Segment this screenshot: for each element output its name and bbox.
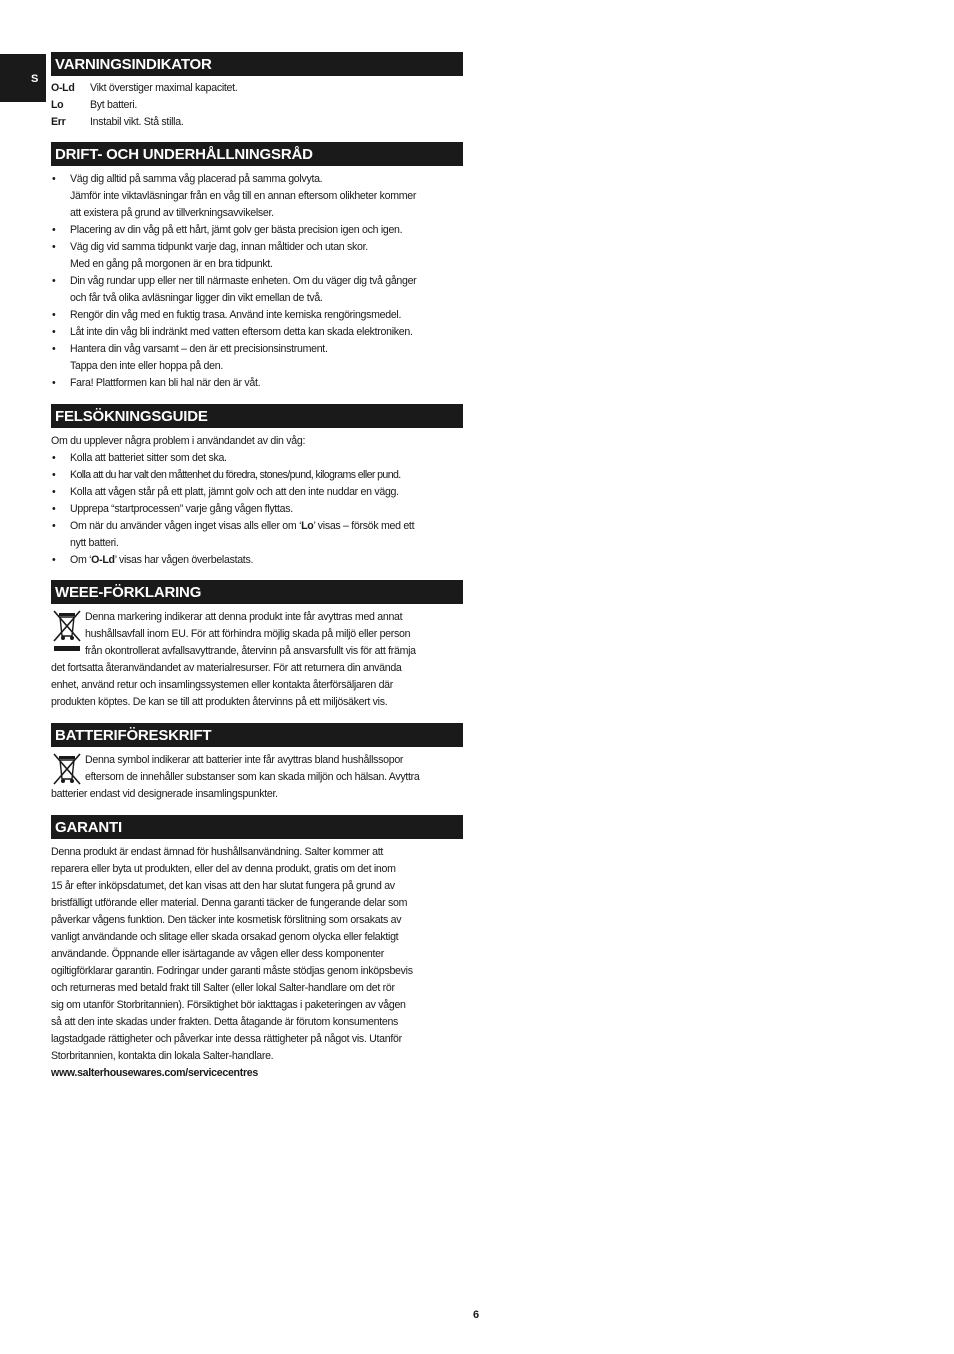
- troubleshooting-intro: Om du upplever några problem i användandet av din våg:: [51, 435, 306, 447]
- list-item: • Placering av din våg på ett hårt, jämt golv ger bästa precision igen och igen.: [51, 222, 463, 239]
- warning-row: [51, 97, 463, 114]
- section-heading-warning: VARNINGSINDIKATOR: [51, 52, 463, 76]
- list-item: • Kolla att batteriet sitter som det ska.: [51, 450, 463, 467]
- language-tab: [0, 54, 46, 102]
- weee-text: Denna markering indikerar att denna produkt inte får avyttras med annat hushållsavfall inom EU. För att förhindra möjlig skada på miljö eller person från okontrollerat avfallsavyttrande, återvinn på ansvarsfullt vis för att främja det fortsatta återanvändandet av materialresurser. För att returnera din använda enhet, använd retur och insamlingssystemen eller kontakta återförsäljaren där produkten köptes. De kan se till att produkten återvinns på ett miljösäkert vis.: [51, 611, 416, 708]
- list-item: • Din våg rundar upp eller ner till närmaste enheten. Om du väger dig två gånger och får två olika avläsningar ligger din vikt emellan de två.: [51, 273, 463, 307]
- section-heading-care: DRIFT- OCH UNDERHÅLLNINGSRÅD: [51, 142, 463, 166]
- list-item: • Väg dig vid samma tidpunkt varje dag, innan måltider och utan skor. Med en gång på morgonen är en bra tidpunkt.: [51, 239, 463, 273]
- warranty-text: Denna produkt är endast ämnad för hushållsanvändning. Salter kommer att reparera eller byta ut produkten, eller del av denna produkt, gratis om det inom 15 år efter inköpsdatumet, det kan visas att den har slutat fungera på grund av bristfälligt utförande eller material. Denna garanti täcker de fungerande delar som påverkar vågens funktion. Den täcker inte kosmetisk förslitning som orsakats av vanligt användande och slitage eller skada orsakad genom olycka eller felaktigt användande. Öppnande eller isärtagande av vågen eller dess komponenter ogiltigförklarar garantin. Fodringar under garanti måste stödjas genom inköpsbevis och returneras med betald frakt till Salter (eller lokal Salter-handlare om det rör sig om utanför Storbritannien). Försiktighet bör iakttagas i paketeringen av vågen så att den inte skadas under frakten. Detta åtagande är förutom konsumentens lagstadgade rättigheter och påverkar inte dessa rättigheter på något vis. Utanför Storbritannien, kontakta din lokala Salter-handlare. www.salterhousewares.com/servicecentres: [51, 844, 463, 1082]
- warning-text: Byt batteri.: [90, 99, 138, 111]
- crossed-out-wheelie-bin-icon: [51, 752, 83, 786]
- list-item: • Kolla att du har valt den måttenhet du föredra, stones/pund, kilograms eller pund.: [51, 467, 463, 484]
- section-heading-warranty: GARANTI: [51, 815, 463, 839]
- list-item: • Hantera din våg varsamt – den är ett precisionsinstrument. Tappa den inte eller hoppa på den.: [51, 341, 463, 375]
- list-item: • Väg dig alltid på samma våg placerad på samma golvyta. Jämför inte viktavläsningar från en våg till en annan eftersom olikheter kommer att existera på grund av tillverkningsavvikelser.: [51, 171, 463, 222]
- list-item: • Fara! Plattformen kan bli hal när den är våt.: [51, 375, 463, 392]
- troubleshooting-list: [51, 450, 463, 569]
- section-heading-battery: BATTERIFÖRESKRIFT: [51, 723, 463, 747]
- warning-row: [51, 114, 463, 131]
- section-heading-weee: WEEE-FÖRKLARING: [51, 580, 463, 604]
- warning-code: O-Ld: [51, 82, 75, 94]
- warning-row: [51, 80, 463, 97]
- list-item: • Om ‘O-Ld’ visas har vågen överbelastats.: [51, 552, 463, 569]
- warning-text: Instabil vikt. Stå stilla.: [90, 116, 184, 128]
- page-number: 6: [473, 1309, 480, 1321]
- service-centres-link[interactable]: www.salterhousewares.com/servicecentres: [51, 1067, 258, 1079]
- list-item: • Kolla att vågen står på ett platt, jämnt golv och att den inte nuddar en vägg.: [51, 484, 463, 501]
- battery-text: Denna symbol indikerar att batterier inte får avyttras bland hushållssopor eftersom de innehåller substanser som kan skada miljön och hälsan. Avyttra batterier endast vid designerade insamlingspunkter.: [51, 754, 420, 800]
- warning-code: Lo: [51, 99, 64, 111]
- list-item: • Låt inte din våg bli indränkt med vatten eftersom detta kan skada elektroniken.: [51, 324, 463, 341]
- warning-text: Vikt överstiger maximal kapacitet.: [90, 82, 238, 94]
- language-tab-label: S: [31, 73, 39, 85]
- list-item: • Rengör din våg med en fuktig trasa. Använd inte kemiska rengöringsmedel.: [51, 307, 463, 324]
- care-list: [51, 171, 463, 392]
- warning-list: [51, 80, 463, 131]
- crossed-out-wheelie-bin-icon: [51, 609, 83, 653]
- list-item: • Om när du använder vågen inget visas alls eller om ‘Lo’ visas – försök med ett nytt batteri.: [51, 518, 463, 552]
- list-item: • Upprepa “startprocessen” varje gång vågen flyttas.: [51, 501, 463, 518]
- section-heading-troubleshooting: FELSÖKNINGSGUIDE: [51, 404, 463, 428]
- warning-code: Err: [51, 116, 66, 128]
- content-column: [51, 52, 463, 1082]
